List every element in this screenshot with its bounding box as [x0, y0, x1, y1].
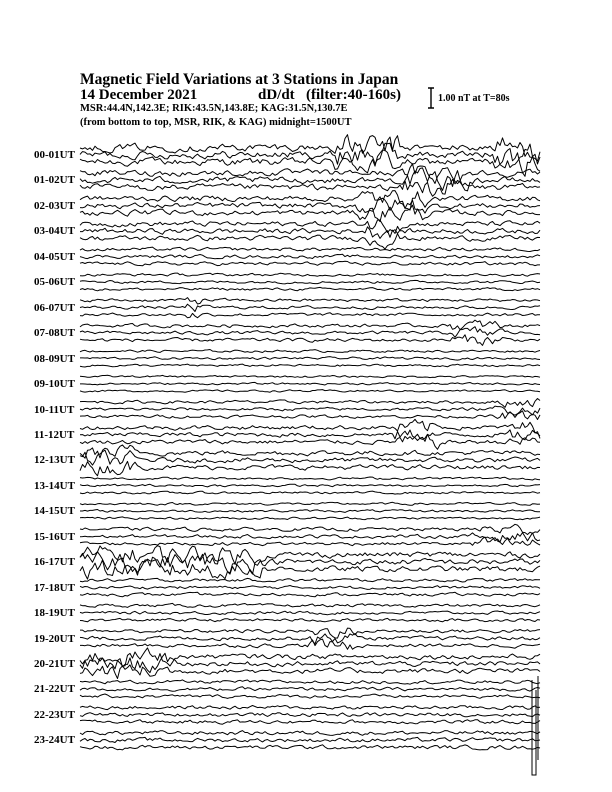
trace-msr-07-08UT	[80, 335, 540, 346]
trace-kag-01-02UT	[80, 164, 540, 184]
trace-rik-14-15UT	[80, 510, 540, 513]
hour-label: 11-12UT	[34, 428, 75, 441]
trace-kag-13-14UT	[80, 477, 540, 480]
hour-label: 00-01UT	[34, 149, 75, 161]
hour-label: 07-08UT	[34, 327, 75, 340]
trace-rik-05-06UT	[80, 280, 540, 284]
trace-msr-14-15UT	[80, 517, 540, 520]
trace-kag-06-07UT	[80, 298, 540, 304]
hour-label: 15-16UT	[34, 530, 75, 543]
hour-label: 12-13UT	[34, 454, 75, 467]
trace-rik-11-12UT	[80, 430, 540, 441]
trace-kag-03-04UT	[80, 220, 540, 234]
trace-rik-09-10UT	[80, 382, 540, 385]
page-title: Magnetic Field Variations at 3 Stations in Japan	[80, 71, 399, 88]
scale-bar	[428, 88, 434, 108]
trace-kag-05-06UT	[80, 273, 540, 276]
trace-rik-03-04UT	[80, 226, 540, 238]
trace-rik-18-19UT	[80, 611, 540, 615]
trace-rik-13-14UT	[80, 484, 540, 487]
trace-rik-01-02UT	[80, 168, 540, 191]
trace-msr-02-03UT	[80, 205, 540, 221]
trace-kag-20-21UT	[80, 648, 540, 666]
hour-label: 01-02UT	[34, 174, 75, 187]
trace-msr-18-19UT	[80, 618, 540, 622]
trace-msr-10-11UT	[80, 411, 540, 420]
trace-kag-07-08UT	[80, 320, 540, 330]
trace-kag-15-16UT	[80, 524, 540, 534]
end-spike	[532, 676, 538, 775]
trace-rik-15-16UT	[80, 533, 540, 543]
trace-msr-13-14UT	[80, 491, 540, 494]
hour-label: 18-19UT	[34, 607, 75, 620]
hour-label: 19-20UT	[34, 632, 75, 645]
trace-rik-17-18UT	[80, 586, 540, 590]
trace-msr-05-06UT	[80, 287, 540, 290]
trace-kag-18-19UT	[80, 603, 540, 607]
trace-msr-06-07UT	[80, 313, 540, 318]
filter-label: (filter:40-160s)	[306, 87, 401, 103]
trace-msr-19-20UT	[80, 639, 540, 649]
hour-label: 21-22UT	[34, 683, 75, 696]
trace-msr-08-09UT	[80, 364, 540, 367]
hour-label: 05-06UT	[34, 276, 75, 289]
hour-label: 13-14UT	[34, 479, 75, 492]
trace-rik-04-05UT	[80, 254, 540, 258]
trace-kag-22-23UT	[80, 706, 540, 710]
hour-label: 16-17UT	[34, 556, 75, 569]
trace-kag-21-22UT	[80, 680, 540, 684]
trace-rik-07-08UT	[80, 327, 540, 338]
hour-label: 04-05UT	[34, 250, 75, 263]
trace-msr-17-18UT	[80, 592, 540, 597]
trace-msr-09-10UT	[80, 390, 540, 393]
trace-msr-21-22UT	[80, 694, 540, 698]
scale-bar-label: 1.00 nT at T=80s	[438, 93, 510, 104]
trace-kag-11-12UT	[80, 419, 540, 436]
trace-rik-23-24UT	[80, 737, 540, 742]
trace-msr-12-13UT	[80, 461, 540, 475]
trace-kag-02-03UT	[80, 191, 540, 211]
hour-label: 03-04UT	[34, 225, 75, 238]
trace-msr-15-16UT	[80, 537, 540, 546]
trace-msr-22-23UT	[80, 720, 540, 725]
hour-label: 20-21UT	[34, 658, 75, 670]
component-label: dD/dt	[258, 87, 295, 103]
trace-msr-16-17UT	[80, 559, 540, 579]
trace-kag-04-05UT	[80, 247, 540, 251]
trace-rik-06-07UT	[80, 304, 540, 311]
trace-kag-08-09UT	[80, 350, 540, 353]
trace-rik-21-22UT	[80, 687, 540, 692]
trace-msr-23-24UT	[80, 745, 540, 750]
trace-msr-00-01UT	[80, 149, 540, 177]
trace-kag-23-24UT	[80, 731, 540, 736]
hour-label: 10-11UT	[34, 403, 75, 416]
date-label: 14 December 2021	[80, 87, 198, 103]
hour-label: 14-15UT	[34, 505, 75, 518]
trace-kag-12-13UT	[80, 445, 540, 458]
station-order-note: (from bottom to top, MSR, RIK, & KAG) midnight=1500UT	[80, 117, 352, 128]
trace-rik-10-11UT	[80, 406, 540, 415]
hour-label: 22-23UT	[34, 708, 75, 721]
trace-rik-08-09UT	[80, 357, 540, 361]
hour-label: 02-03UT	[34, 199, 75, 212]
hour-label: 23-24UT	[34, 734, 75, 747]
trace-kag-09-10UT	[80, 375, 540, 377]
hour-label: 06-07UT	[34, 301, 75, 314]
trace-kag-14-15UT	[80, 502, 540, 505]
hour-label: 08-09UT	[34, 352, 75, 365]
trace-rik-22-23UT	[80, 713, 540, 717]
hour-label: 17-18UT	[34, 581, 75, 594]
trace-kag-10-11UT	[80, 399, 540, 408]
trace-msr-03-04UT	[80, 234, 540, 249]
trace-kag-17-18UT	[80, 578, 540, 582]
hour-label: 09-10UT	[34, 378, 75, 391]
station-coordinates: MSR:44.4N,142.3E; RIK:43.5N,143.8E; KAG:31.5N,130.7E	[80, 103, 348, 114]
trace-msr-04-05UT	[80, 261, 540, 266]
